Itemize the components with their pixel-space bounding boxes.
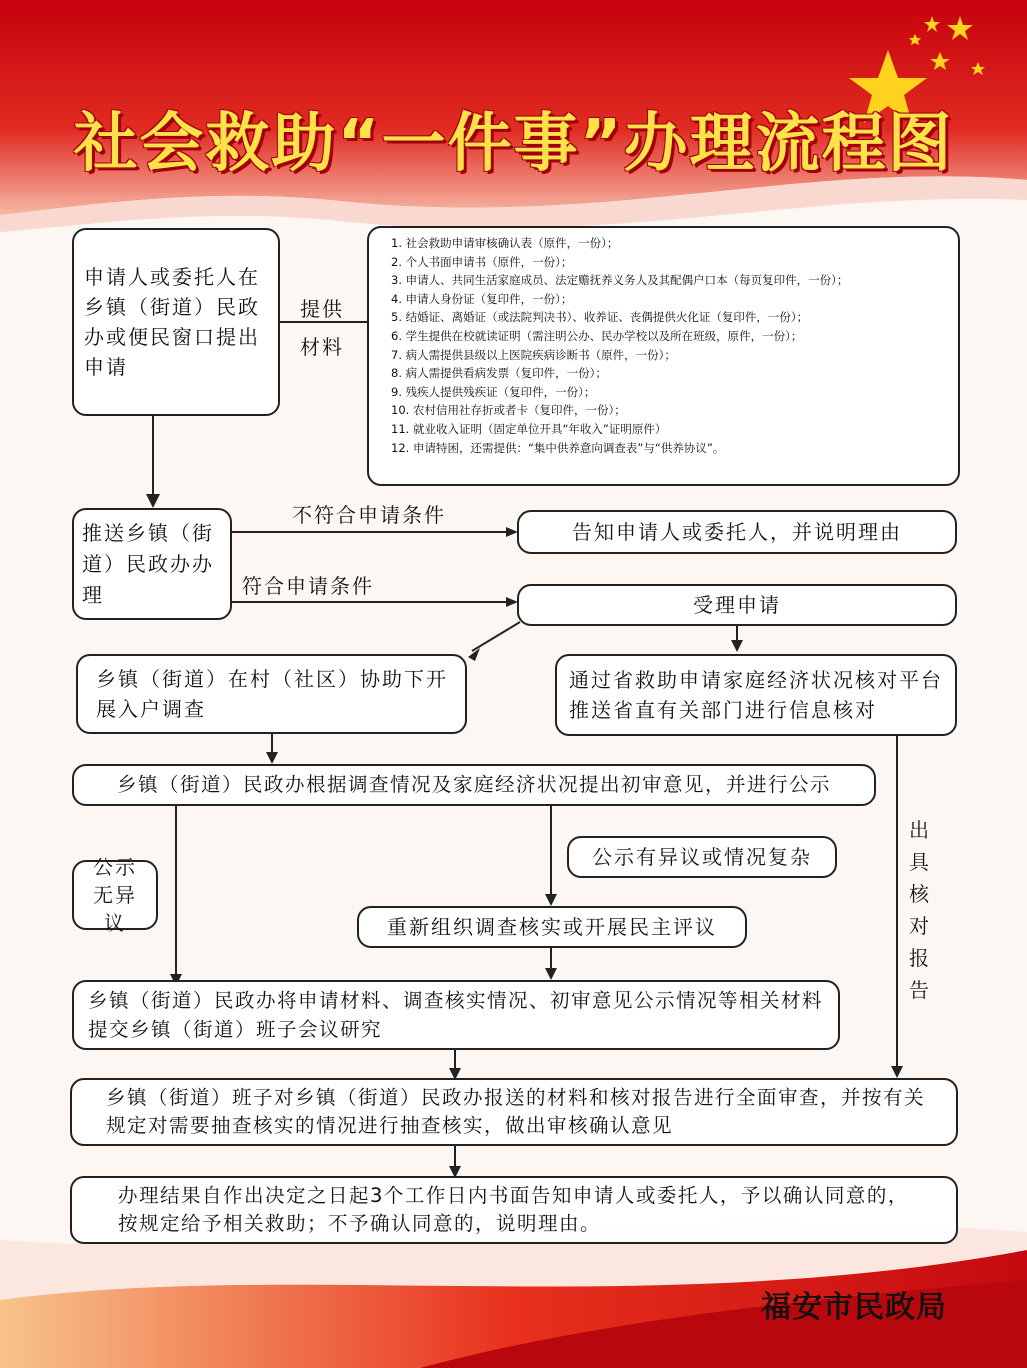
material-item: 4. 申请人身份证（复印件，一份）； [391,291,573,306]
node-reinvestigate: 重新组织调查核实或开展民主评议 [357,906,747,948]
material-item: 3. 申请人、共同生活家庭成员、法定赡抚养义务人及其配偶户口本（每页复印件，一份）； [391,273,849,288]
material-item: 11. 就业收入证明（固定单位开具“年收入”证明原件） [391,421,667,436]
node-notify: 告知申请人或委托人，并说明理由 [517,510,957,554]
material-item: 5. 结婚证、离婚证（或法院判决书）、收养证、丧偶提供火化证（复印件，一份）； [391,310,809,325]
node-no-objection: 公示无异议 [72,860,158,930]
material-item: 1. 社会救助申请审核确认表（原件，一份）； [391,236,619,250]
node-push: 推送乡镇（街道）民政办办理 [72,508,232,620]
node-objection: 公示有异议或情况复杂 [567,836,837,878]
edge-label-report: 出具核对报告 [909,818,929,1002]
node-result: 办理结果自作出决定之日起3个工作日内书面告知申请人或委托人，予以确认同意的，按规定给予相关救助；不予确认同意的，说明理由。 [70,1176,958,1244]
node-submit: 乡镇（街道）民政办将申请材料、调查核实情况、初审意见公示情况等相关材料提交乡镇（街道）班子会议研究 [72,980,840,1050]
node-accept: 受理申请 [517,584,957,626]
page-title: 社会救助“一件事”办理流程图 [73,107,954,181]
edge-label-eligible: 符合申请条件 [242,574,374,598]
material-item: 6. 学生提供在校就读证明（需注明公办、民办学校以及所在班级，原件，一份）； [391,328,803,343]
material-item: 10. 农村信用社存折或者卡（复印件，一份）； [391,403,626,418]
node-verify: 通过省救助申请家庭经济状况核对平台推送省直有关部门进行信息核对 [555,654,957,736]
node-review: 乡镇（街道）班子对乡镇（街道）民政办报送的材料和核对报告进行全面审查，并按有关规定对需要抽查核实的情况进行抽查核实，做出审核确认意见 [70,1078,958,1146]
material-item: 9. 残疾人提供残疾证（复印件，一份）； [391,384,596,399]
materials-label: 提供材料 [300,297,344,359]
materials-list [367,226,960,486]
material-item: 2. 个人书面申请书（原件，一份）； [391,254,573,269]
node-survey: 乡镇（街道）在村（社区）协助下开展入户调查 [76,654,467,734]
node-apply: 申请人或委托人在乡镇（街道）民政办或便民窗口提出申请 [72,228,280,416]
material-item: 7. 病人需提供县级以上医院疾病诊断书（原件，一份）； [391,347,676,362]
footer-organization: 福安市民政局 [761,1290,947,1325]
material-item: 8. 病人需提供看病发票（复印件，一份）； [391,366,607,381]
edge-label-not-eligible: 不符合申请条件 [292,503,446,527]
node-initial: 乡镇（街道）民政办根据调查情况及家庭经济状况提出初审意见，并进行公示 [72,764,876,806]
material-item: 12. 申请特困，还需提供：“集中供养意向调查表”与“供养协议”。 [391,440,725,455]
